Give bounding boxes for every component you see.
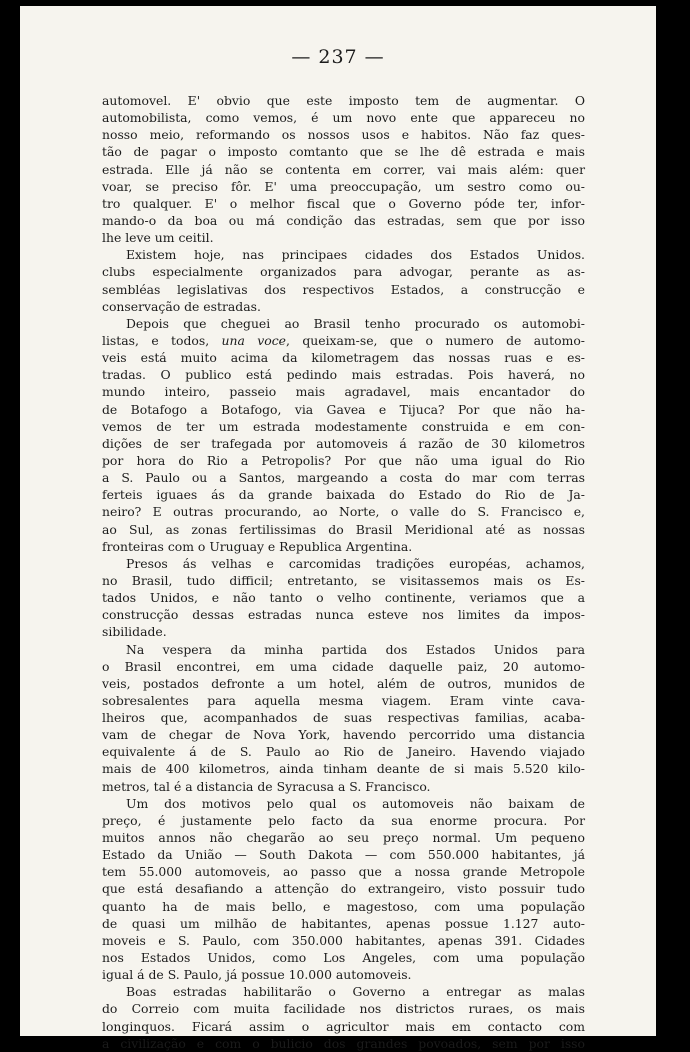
paragraph bbox=[102, 555, 585, 641]
text-line: automobilista, como vemos, é um novo ente que appareceu no bbox=[102, 110, 585, 126]
text-line: automovel. E' obvio que este imposto tem de augmentar. O bbox=[102, 93, 585, 108]
text-line: o Brasil encontrei, em uma cidade daquelle paiz, 20 automo- bbox=[102, 658, 585, 674]
text-line: que está desafiando a attenção do extrangeiro, visto possuir tudo bbox=[102, 881, 585, 897]
text-line: nos Estados Unidos, como Los Angeles, com uma população bbox=[102, 950, 585, 966]
paragraph bbox=[102, 983, 585, 1052]
text-line: nosso meio, reformando os nossos usos e habitos. Não faz ques- bbox=[102, 127, 585, 143]
text-line: estrada. Elle já não se contenta em correr, vai mais além: quer bbox=[102, 161, 585, 177]
text-line: lheiros que, acompanhados de suas respectivas familias, acaba- bbox=[102, 710, 585, 726]
text-line: fronteiras com o Uruguay e Republica Argentina. bbox=[102, 538, 413, 554]
text-line: listas, e todos, una voce, queixam-se, que o numero de automo- bbox=[102, 332, 585, 348]
text-line: vam de chegar de Nova York, havendo percorrido uma distancia bbox=[102, 727, 585, 743]
text-line: conservação de estradas. bbox=[102, 298, 261, 314]
text-line: muitos annos não chegarão ao seu preço normal. Um pequeno bbox=[102, 830, 585, 846]
text-line: por hora do Rio a Petropolis? Por que não uma igual do Rio bbox=[102, 452, 585, 468]
text-line: tão de pagar o imposto comtanto que se lhe dê estrada e mais bbox=[102, 144, 585, 160]
text-line: sibilidade. bbox=[102, 624, 167, 640]
text-line: voar, se preciso fôr. E' uma preoccupação, um sestro como ou- bbox=[102, 178, 585, 194]
text-line: mais de 400 kilometros, ainda tinham deante de si mais 5.520 kilo- bbox=[102, 761, 585, 777]
text-line: veis, postados defronte a um hotel, além de outros, munidos de bbox=[102, 675, 585, 691]
text-line: Um dos motivos pelo qual os automoveis não baixam de bbox=[126, 795, 585, 811]
text-line: mundo inteiro, passeio mais agradavel, mais encantador do bbox=[102, 384, 585, 400]
paragraph bbox=[102, 315, 585, 555]
text-line: Estado da União — South Dakota — com 550.000 habitantes, já bbox=[102, 847, 585, 863]
text-line: Boas estradas habilitarão o Governo a entregar as malas bbox=[126, 984, 585, 1000]
body-text bbox=[102, 92, 585, 1052]
paragraph bbox=[102, 92, 585, 246]
text-line: de quasi um milhão de habitantes, apenas possue 1.127 auto- bbox=[102, 915, 585, 931]
text-line: preço, é justamente pelo facto da sua enorme procura. Por bbox=[102, 812, 585, 828]
text-line: do Correio com muita facilidade nos districtos ruraes, os mais bbox=[102, 1001, 585, 1017]
text-line: dições de ser trafegada por automoveis á razão de 30 kilometros bbox=[102, 435, 585, 451]
text-line: Na vespera da minha partida dos Estados Unidos para bbox=[126, 641, 585, 657]
text-line: quanto ha de mais bello, e magestoso, com uma população bbox=[102, 898, 585, 914]
text-line: ferteis iguaes ás da grande baixada do Estado do Rio de Ja- bbox=[102, 487, 585, 503]
text-line: neiro? E outras procurando, ao Norte, o valle do S. Francisco e, bbox=[102, 504, 585, 520]
text-line: lhe leve um ceitil. bbox=[102, 230, 214, 246]
book-page bbox=[20, 6, 656, 1051]
text-line: de Botafogo a Botafogo, via Gavea e Tijuca? Por que não ha- bbox=[102, 401, 585, 417]
page-number: — 237 — bbox=[291, 46, 385, 68]
text-line: tem 55.000 automoveis, ao passo que a nossa grande Metropole bbox=[102, 864, 585, 880]
text-line: vemos de ter um estrada modestamente construida e em con- bbox=[102, 418, 585, 434]
text-line: no Brasil, tudo difficil; entretanto, se visitassemos mais os Es- bbox=[102, 572, 585, 588]
text-line: Existem hoje, nas principaes cidades dos Estados Unidos. bbox=[126, 247, 585, 263]
text-line: a S. Paulo ou a Santos, margeando a costa do mar com terras bbox=[102, 470, 585, 486]
text-line: tados Unidos, e não tanto o velho continente, veriamos que a bbox=[102, 590, 585, 606]
text-line: ao Sul, as zonas fertilissimas do Brasil Meridional até as nossas bbox=[102, 521, 585, 537]
text-line: construcção dessas estradas nunca esteve nos limites da impos- bbox=[102, 607, 585, 623]
text-line: clubs especialmente organizados para advogar, perante as as- bbox=[102, 264, 585, 280]
text-line: tro qualquer. E' o melhor fiscal que o Governo póde ter, infor- bbox=[102, 195, 585, 211]
text-line: sembléas legislativas dos respectivos Estados, a construcção e bbox=[102, 281, 585, 297]
text-line: longinquos. Ficará assim o agricultor mais em contacto com bbox=[102, 1018, 585, 1034]
text-line: sobresalentes para aquella mesma viagem. Eram vinte cava- bbox=[102, 692, 585, 708]
text-line: a civilização e com o bulicio dos grandes povoados, sem por isso bbox=[102, 1035, 585, 1051]
paragraph bbox=[102, 246, 585, 315]
text-line: equivalente á de S. Paulo ao Rio de Janeiro. Havendo viajado bbox=[102, 744, 585, 760]
paragraph bbox=[102, 641, 585, 795]
paragraph bbox=[102, 795, 585, 984]
text-line: moveis e S. Paulo, com 350.000 habitantes, apenas 391. Cidades bbox=[102, 932, 585, 948]
text-line: Depois que cheguei ao Brasil tenho procurado os automobi- bbox=[126, 315, 585, 331]
text-line: metros, tal é a distancia de Syracusa a S. Francisco. bbox=[102, 778, 431, 794]
text-line: igual á de S. Paulo, já possue 10.000 automoveis. bbox=[102, 967, 412, 983]
text-line: mando-o da boa ou má condição das estradas, sem que por isso bbox=[102, 212, 585, 228]
text-line: Presos ás velhas e carcomidas tradições européas, achamos, bbox=[126, 555, 585, 571]
text-line: tradas. O publico está pedindo mais estradas. Pois haverá, no bbox=[102, 367, 585, 383]
text-line: veis está muito acima da kilometragem das nossas ruas e es- bbox=[102, 350, 585, 366]
